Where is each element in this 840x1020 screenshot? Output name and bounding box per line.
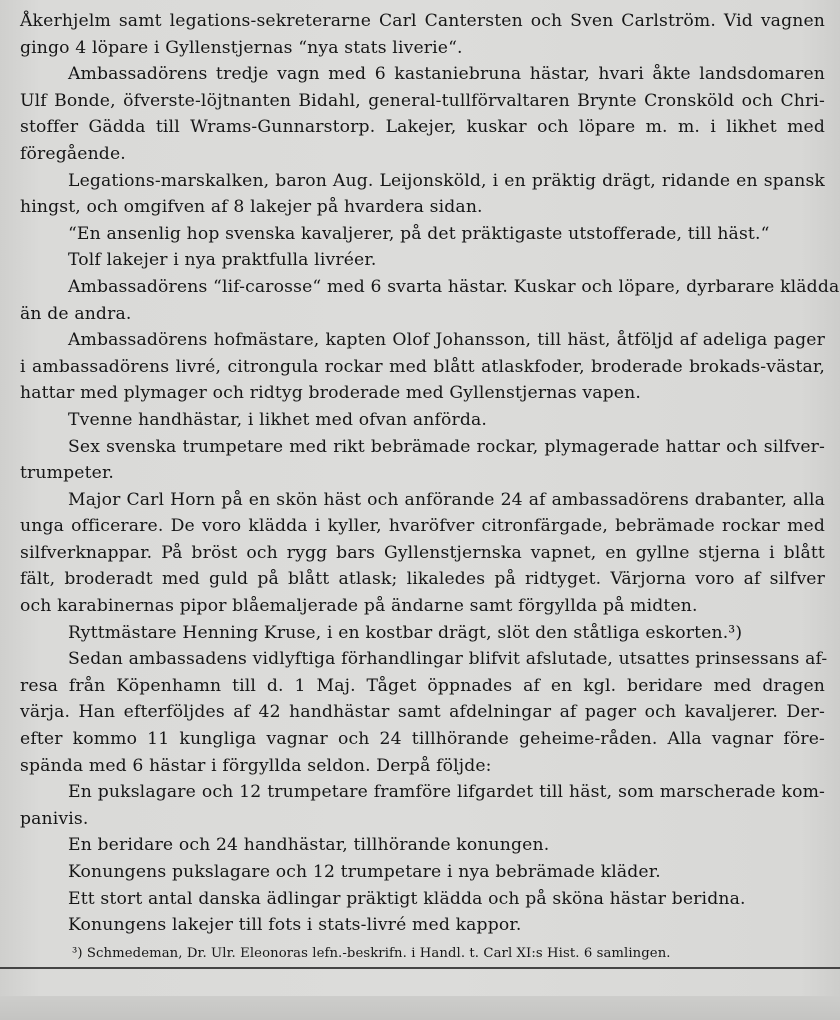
text-line: Konungens pukslagare och 12 trumpetare i nya bebrämade kläder.	[68, 862, 661, 882]
text-line: En pukslagare och 12 trumpetare framföre lifgardet till häst, som marscherade kom-	[68, 782, 825, 803]
text-line: gingo 4 löpare i Gyllenstjernas “nya stats liverie“.	[20, 37, 463, 58]
text-line: och karabinernas pipor blåemaljerade på ändarne samt förgyllda på midten.	[20, 596, 698, 617]
text-line: unga officerare. De voro klädda i kyller, hvaröfver citronfärgade, bebrämade rockar med	[20, 516, 825, 537]
text-line: En beridare och 24 handhästar, tillhörande konungen.	[68, 835, 550, 856]
text-line: efter kommo 11 kungliga vagnar och 24 tillhörande geheime-råden. Alla vagnar före-	[20, 729, 825, 750]
text-line: Åkerhjelm samt legations-sekreterarne Carl Cantersten och Sven Carlström. Vid vagnen	[20, 11, 825, 31]
bottom-rule	[0, 967, 840, 969]
text-line: hattar med plymager och ridtyg broderade med Gyllenstjernas vapen.	[20, 383, 641, 404]
body-text	[20, 8, 840, 939]
text-line: Ett stort antal danska ädlingar präktigt klädda och på sköna hästar beridna.	[68, 888, 746, 909]
text-line: stoffer Gädda till Wrams-Gunnarstorp. Lakejer, kuskar och löpare m. m. i likhet med	[20, 117, 825, 138]
text-line: “En ansenlig hop svenska kavaljerer, på det präktigaste utstofferade, till häst.“	[68, 223, 770, 244]
footnote: ³) Schmedeman, Dr. Ulr. Eleonoras lefn.-beskrifn. i Handl. t. Carl XI:s Hist. 6 samlingen.	[72, 946, 671, 961]
page-bottom-edge	[0, 996, 840, 1020]
text-line: Ambassadörens hofmästare, kapten Olof Johansson, till häst, åtföljd af adeliga pager	[68, 330, 825, 351]
text-line: trumpeter.	[20, 463, 115, 484]
text-line: Ambassadörens tredje vagn med 6 kastaniebruna hästar, hvari åkte landsdomaren	[68, 64, 825, 85]
text-line: fält, broderadt med guld på blått atlask; likaledes på ridtyget. Värjorna voro af silfver	[20, 569, 825, 590]
text-line: Ryttmästare Henning Kruse, i en kostbar drägt, slöt den ståtliga eskorten.³)	[68, 622, 743, 643]
text-line: Ambassadörens “lif-carosse“ med 6 svarta hästar. Kuskar och löpare, dyrbarare klädda	[68, 276, 840, 297]
text-line: Tolf lakejer i nya praktfulla livréer.	[68, 250, 377, 271]
text-line: Major Carl Horn på en skön häst och anförande 24 af ambassadörens drabanter, alla	[68, 489, 825, 510]
text-line: resa från Köpenhamn till d. 1 Maj. Tåget öppnades af en kgl. beridare med dragen	[20, 675, 825, 696]
text-line: i ambassadörens livré, citrongula rockar med blått atlaskfoder, broderade brokads-västar,	[20, 356, 825, 377]
text-line: Ulf Bonde, öfverste-löjtnanten Bidahl, general-tullförvaltaren Brynte Cronsköld och Chri-	[20, 90, 825, 111]
text-line: än de andra.	[20, 303, 132, 324]
text-line: panivis.	[20, 808, 89, 829]
text-line: Legations-marskalken, baron Aug. Leijonsköld, i en präktig drägt, ridande en spansk	[68, 170, 825, 191]
text-line: Sedan ambassadens vidlyftiga förhandlingar blifvit afslutade, utsattes prinsessans af-	[68, 649, 828, 670]
text-line: spända med 6 hästar i förgyllda seldon. Derpå följde:	[20, 755, 492, 776]
text-line: Tvenne handhästar, i likhet med ofvan anförda.	[68, 409, 488, 430]
text-line: Sex svenska trumpetare med rikt bebrämade rockar, plymagerade hattar och silfver-	[68, 436, 825, 457]
text-line: föregående.	[20, 143, 126, 164]
text-line: värja. Han efterföljdes af 42 handhästar samt afdelningar af pager och kavaljerer. Der-	[20, 702, 825, 723]
text-line: hingst, och omgifven af 8 lakejer på hvardera sidan.	[20, 197, 483, 218]
text-line: Konungens lakejer till fots i stats-livré med kappor.	[68, 915, 522, 936]
text-line: silfverknappar. På bröst och rygg bars Gyllenstjernska vapnet, en gyllne stjerna i blått	[20, 542, 825, 563]
